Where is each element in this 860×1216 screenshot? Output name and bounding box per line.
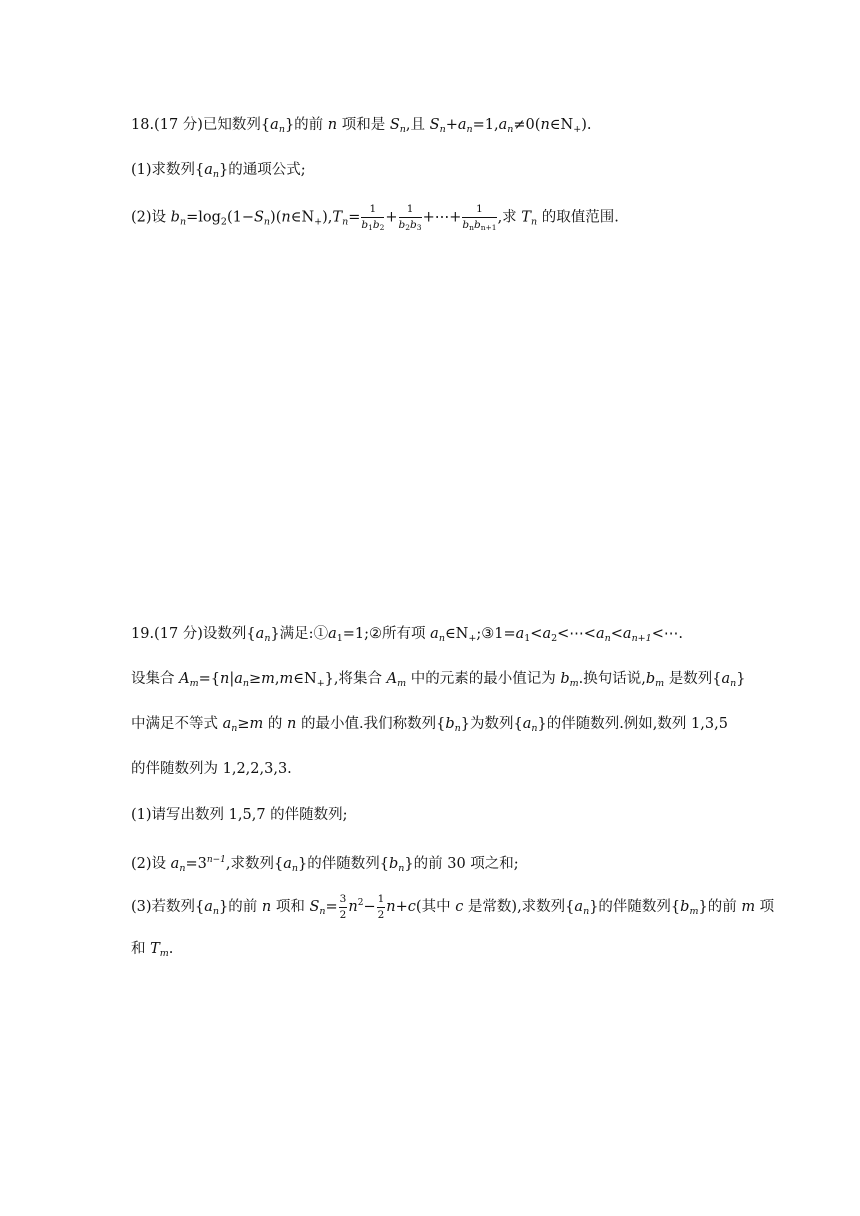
q19-part3-cont: 和 $T_m$. bbox=[131, 941, 174, 959]
fraction-1-over-b2b3: $\frac{1}{b_2b_3}$ bbox=[398, 203, 422, 232]
fraction-3-over-2: $\frac{3}{2}$ bbox=[339, 893, 347, 921]
q19-line2: 设集合 $A_m=\{n|a_n\ge m,m\in N_+\}$,将集合 $A_m$ 中的元素的最小值记为 $b_m$.换句话说$,b_m$ 是数列$\{a_n\}$ bbox=[131, 671, 746, 689]
fraction-1-over-b1b2: $\frac{1}{b_1b_2}$ bbox=[361, 203, 385, 232]
q19-part2: (2)设 $a_n=3^{n-1}$,求数列$\{a_n\}$的伴随数列$\{b_n\}$的前 30 项之和; bbox=[131, 855, 519, 874]
q18-part2: (2)设 $b_n=\log_2(1-S_n)(n\in N_+),T_n=$ $\frac{1}{b_1b_2}$ + $\frac{1}{b_2b_3}$ +⋯+ $\frac{1}{b_nb_{n+1}}$ ,求 $T_n$ 的取值范围. bbox=[131, 203, 619, 232]
q18-title: 18.(17 分)已知数列$\{a_n\}$的前 n 项和是 $S_n$,且 $S_n+a_n=1,a_n\ne 0(n\in N_+)$. bbox=[131, 117, 592, 135]
q18-part1: (1)求数列$\{a_n\}$的通项公式; bbox=[131, 162, 306, 180]
q19-line3: 中满足不等式 $a_n\ge m$ 的 n 的最小值.我们称数列$\{b_n\}$为数列$\{a_n\}$的伴随数列.例如,数列 1,3,5 bbox=[131, 716, 728, 734]
fraction-1-over-2: $\frac{1}{2}$ bbox=[377, 893, 385, 921]
q19-part3: (3)若数列$\{a_n\}$的前 n 项和 $S_n=$ $\frac{3}{2}$ $n^2-$ $\frac{1}{2}$ n+c(其中 c 是常数),求数列$\{a_n\}$的伴随数列$\{b_m\}$的前 m 项 bbox=[131, 893, 775, 921]
q19-title: 19.(17 分)设数列$\{a_n\}$满足$:①a_1=1;②$所有项 $a_n\in N_+;③1=a_1<a_2<\cdots<a_n<a_{n+1}<\cdots$. bbox=[131, 626, 683, 644]
q19-line4: 的伴随数列为 1,2,2,3,3. bbox=[131, 761, 292, 777]
fraction-1-over-bnbn1: $\frac{1}{b_nb_{n+1}}$ bbox=[462, 203, 497, 232]
q19-part1: (1)请写出数列 1,5,7 的伴随数列; bbox=[131, 807, 348, 823]
